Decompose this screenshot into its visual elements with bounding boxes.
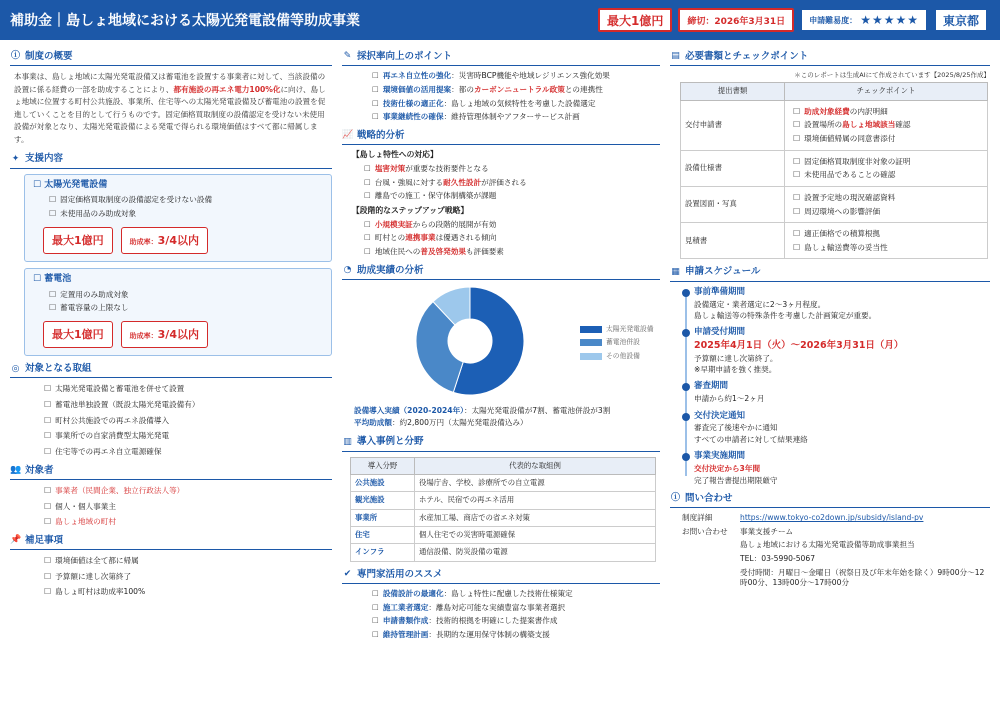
experts-item-key: 維持管理計画 [382,629,429,639]
strategy-section [342,129,660,258]
cases-title: 導入事例と分野 [357,436,424,448]
contact-line: 受付時間：月曜日～金曜日（祝祭日及び年末年始を除く）9時00分～12時00分、13時00分～17時00分 [740,567,985,588]
results-note-2-key: 平均助成額 [354,418,392,428]
schedule-item-detail: 申請から約1〜2ヶ月 [694,394,765,404]
points-item-value-2: との連携性 [564,84,603,94]
contact-section [670,492,990,592]
rate-label: 助成率： [129,237,158,246]
notes-title: 補足事項 [25,534,64,546]
contact-detail-row [682,513,990,524]
handshake-icon: ✦ [11,153,20,164]
targets-item: ☐ 太陽光発電設備と蓄電池を併せて設置 [44,383,332,395]
schedule-item-detail: ※早期申請を強く推奨。 [694,364,777,374]
doc-check-text: 未使用品であることの確認 [804,170,896,180]
header-bar [0,0,1000,40]
case-example: 通信設備、防災設備の電源 [415,544,656,561]
results-note-2-value: ：約2,800万円（太陽光発電設備込み） [391,418,528,428]
strategy-heading-2: 【段階的なステップアップ戦略】 [352,205,469,215]
cases-table [350,457,656,562]
doc-check-highlight: 島しょ地域該当 [842,120,896,130]
case-field: 公共施設 [351,474,415,491]
case-example: 役場庁舎、学校、診療所での自立電源 [415,474,656,491]
strategy-item-pre: 町村との [374,233,406,243]
applicants-title: 対象者 [25,464,54,476]
doc-checks [785,223,988,259]
strategy-item [364,164,660,175]
contact-inquiry-row [682,527,990,592]
strategy-item [364,191,660,202]
docs-col-doc: 提出書類 [681,83,785,100]
max-amount-pill: 最大1億円 [43,321,113,348]
strategy-item-highlight: 塩害対策 [374,164,406,173]
strategy-title: 戦略的分析 [357,129,405,141]
schedule-item-detail: 予算額に達し次第終了。 [694,353,778,363]
schedule-item-detail: 審査完了後速やかに通知 [694,423,778,433]
support-box [24,174,332,262]
schedule-item [694,411,990,446]
targets-title: 対象となる取組 [25,363,92,375]
experts-item-value: ：長期的な運用保守体制の構築支援 [428,629,550,639]
targets-item: ☐ 住宅等での再エネ自立電源確保 [44,446,332,458]
case-example: 個人住宅での災害時電源確保 [415,526,656,543]
strategy-heading-1: 【島しょ特性への対応】 [352,150,438,160]
legend-swatch [580,353,602,360]
overview-section [10,50,332,146]
pie-chart-icon: ◔ [343,265,352,275]
points-section [342,50,660,123]
table-row [681,150,988,186]
users-icon: 👥 [10,464,22,475]
rate-pill [121,227,208,254]
overview-text [10,71,332,146]
points-item-key: 再エネ自立性の強化 [382,71,452,81]
support-section [10,152,332,356]
points-item-highlight: カーボンニュートラル政策 [473,84,565,94]
schedule-item [694,381,990,404]
doc-check-item [793,106,983,118]
doc-checks [785,186,988,222]
support-item: ☐ 蓄電容量の上限なし [49,302,323,314]
info-icon: ⓘ [670,493,680,504]
legend-item [580,338,654,348]
schedule-item-title: 審査期間 [694,381,729,392]
rate-pill [121,321,208,348]
doc-check-text: 環境価値帰属の同意書添付 [804,134,896,143]
notes-section [10,534,332,598]
difficulty-stars: ★★★★★ [860,13,919,27]
rate-value: 3/4以内 [157,233,199,247]
strategy-item-highlight: 連携事業 [405,233,436,243]
expert-icon: ✔ [343,569,352,580]
doc-check-highlight: 助成対象経費 [804,106,850,116]
support-item: ☐ 定置用のみ助成対象 [49,289,323,301]
legend-item [580,352,654,362]
doc-check-item [793,206,983,218]
results-note-2 [354,417,660,429]
schedule-title: 申請スケジュール [685,266,761,278]
clipboard-icon: ▤ [671,51,680,62]
targets-section [10,362,332,457]
doc-check-pre: 設置場所の [804,120,843,130]
support-box [24,268,332,356]
table-row [681,186,988,222]
case-example: 水産加工場、商店での省エネ対策 [415,509,656,526]
support-pills [43,321,323,348]
pin-icon: 📌 [10,535,22,546]
experts-item-value: ：技術的根拠を明確にした提案書作成 [428,616,558,626]
schedule-timeline [682,287,990,486]
strategy-item-pre: 台風・強風に対する [374,177,444,187]
doc-check-text: 適正価格での積算根拠 [804,229,881,239]
strategy-item-text: からの段階的展開が有効 [412,219,497,229]
results-note-1-value: ：太陽光発電設備が7割、蓄電池併設が3割 [463,405,611,415]
doc-check-item [793,192,983,204]
docs-title: 必要書類とチェックポイント [685,51,809,62]
right-column [670,44,990,595]
chart-line-icon: 📈 [342,130,354,141]
applicants-section [10,464,332,528]
difficulty-label: 申請難易度： [809,15,858,25]
generation-note: ＊このレポートは生成AIにて作成されています【2025/8/25作成】 [794,71,990,80]
doc-check-item [793,119,983,131]
doc-check-text: 島しょ輸送費等の妥当性 [804,242,888,252]
experts-item [372,603,660,614]
experts-title: 専門家活用のススメ [357,568,443,580]
doc-check-text: 確認 [895,120,911,130]
experts-item-value: ：島しょ特性に配慮した技術仕様策定 [443,588,573,598]
schedule-highlight: 交付決定から3年間 [694,464,761,474]
applicants-item: ☐ 島しょ地域の町村 [44,516,332,528]
strategy-item-text: 離島での施工・保守体制構築が課題 [374,191,497,201]
schedule-item-detail: 設備選定・業者選定に2〜3ヶ月程度。 [694,299,826,309]
donut-chart [342,285,572,401]
legend-swatch [580,326,602,333]
overview-highlight: 都有施設の再エネ電力100%化 [173,84,281,94]
results-chart [342,285,660,401]
case-field: 事業所 [351,509,415,526]
docs-col-check: チェックポイント [785,83,988,100]
schedule-item-detail: 完了報告書提出期限厳守 [694,475,778,485]
rate-value: 3/4以内 [157,327,199,341]
schedule-item-title: 事前準備期間 [694,286,746,297]
contact-line: TEL：03-5990-5067 [740,554,816,564]
experts-section [342,568,660,641]
support-box-title: ☐ 太陽光発電設備 [33,179,108,190]
points-item-value: ：島しょ地域の気候特性を考慮した設備選定 [443,98,596,108]
results-note-1 [354,405,660,417]
experts-item-key: 設備設計の最適化 [382,588,444,598]
docs-table [680,82,988,259]
schedule-item-title: 事業実施期間 [694,451,746,462]
overview-title: 制度の概要 [25,51,73,62]
legend-label: 蓄電池併設 [606,338,640,347]
targets-item: ☐ 事業所での自家消費型太陽光発電 [44,430,332,442]
deadline-badge: 締切：2026年3月31日 [678,8,794,32]
region-badge: 東京都 [934,8,988,32]
schedule-item [694,451,990,486]
doc-check-item [793,169,983,181]
notes-item: ☐ 環境価値は全て都に帰属 [44,555,332,567]
overview-text-b: に向け、島しょ地域に位置する町村公共施設、事業所、住宅等への太陽光発電設備及び蓄電池の設置を促進していくことを目的として行うものです。固定価格買取制度の設備認定を受けない未使用設備が対象となり、太陽光発電設備による発電で得られる環境価値はすべて都に帰属します。 [14,84,326,144]
experts-item [372,589,660,600]
strategy-item-highlight: 小規模実証 [374,219,413,229]
doc-check-text: 周辺環境への影響評価 [804,206,881,216]
contact-line: 事業支援チーム [740,526,794,536]
case-field: インフラ [351,544,415,561]
experts-item [372,616,660,627]
strategy-item-text: は優遇される傾向 [435,233,497,243]
points-item-key: 技術仕様の適正化 [382,98,444,108]
strategy-item [364,178,660,189]
doc-check-text: の内訳明細 [849,106,888,116]
applicants-item: ☐ 個人・個人事業主 [44,501,332,513]
notes-item: ☐ 予算額に達し次第終了 [44,571,332,583]
max-amount-badge: 最大1億円 [598,8,672,32]
schedule-item-title: 申請受付期間 [694,327,746,338]
chart-legend [580,321,654,366]
contact-line: 島しょ地域における太陽光発電設備等助成事業担当 [740,540,915,550]
contact-detail-key: 制度詳細 [682,513,713,523]
schedule-item [694,327,990,375]
points-title: 採択率向上のポイント [357,51,453,62]
lightbulb-icon: ✎ [343,51,352,62]
strategy-item-pre: 地域住民への [374,247,421,257]
table-row [681,223,988,259]
legend-swatch [580,339,602,346]
points-item-value: ：維持管理体制やアフターサービス計画 [443,112,580,122]
strategy-item-text: が評価される [481,177,527,187]
doc-check-item [793,133,983,145]
legend-item [580,325,654,335]
applicants-item: ☐ 事業者（民間企業、独立行政法人等） [44,485,332,497]
points-item [372,85,660,96]
table-row [351,474,656,491]
targets-item: ☐ 蓄電池単独設置（既設太陽光発電設備有） [44,399,332,411]
experts-item-key: 施工業者選定 [382,602,429,612]
contact-inquiry-key: お問い合わせ [682,526,728,536]
doc-check-text: 固定価格買取制度非対象の証明 [804,156,911,166]
middle-column [342,44,660,643]
rate-label: 助成率： [129,331,158,340]
experts-item [372,630,660,641]
contact-title: 問い合わせ [685,492,733,504]
calendar-icon: ▦ [671,266,680,277]
table-row [681,100,988,150]
targets-item: ☐ 町村公共施設での再エネ設備導入 [44,415,332,427]
strategy-item-highlight: 耐久性設計 [443,177,482,187]
difficulty-badge [800,8,928,32]
points-item [372,99,660,110]
schedule-item-title: 交付決定通知 [694,410,746,421]
doc-check-item [793,228,983,240]
experts-item-key: 申請書類作成 [382,616,429,626]
case-field: 住宅 [351,526,415,543]
results-title: 助成実績の分析 [357,264,424,276]
support-pills [43,227,323,254]
schedule-item-detail: 島しょ輸送等の特殊条件を考慮した計画策定が重要。 [694,310,877,320]
points-item [372,112,660,123]
case-example: ホテル、民宿での再エネ活用 [415,492,656,509]
table-row [351,526,656,543]
strategy-item-text: が重要な技術要件となる [405,164,489,173]
cases-col-example: 代表的な取組例 [415,457,656,474]
doc-check-text: 設置予定地の現況確認資料 [804,192,896,202]
results-section [342,264,660,430]
table-row [351,544,656,561]
legend-label: その他設備 [606,351,640,360]
case-field: 観光施設 [351,492,415,509]
strategy-item [364,220,660,231]
page-title: 補助金｜島しょ地域における太陽光発電設備等助成事業 [10,13,360,29]
points-item-value: ：災害時BCP機能や地域レジリエンス強化効果 [451,71,610,81]
chart-bar-icon: ▥ [343,436,352,447]
schedule-section [670,265,990,486]
contact-url-link[interactable]: https://www.tokyo-co2down.jp/subsidy/island-pv [740,513,924,523]
docs-section [670,50,990,259]
points-item-key: 事業継続性の確保 [382,112,444,122]
doc-checks [785,150,988,186]
results-note-1-key: 設備導入実績（2020-2024年） [354,405,464,415]
experts-item-value: ：離島対応可能な実績豊富な事業者選択 [428,602,566,612]
cases-section [342,435,660,561]
schedule-item-detail: すべての申請者に対して結果連絡 [694,434,808,444]
doc-name: 設置図面・写真 [681,186,785,222]
strategy-item [364,247,660,258]
left-column [10,44,332,600]
table-row [351,492,656,509]
overview-text-a: 本事業は、島しょ地域に太陽光発電設備又は蓄電池を設置する事業者に対して、当該設備の設置に係る経費の一部を助成することにより、 [14,72,326,94]
max-amount-pill: 最大1億円 [43,227,113,254]
doc-checks [785,100,988,150]
strategy-item-highlight: 普及啓発効果 [420,247,466,257]
schedule-period: 2025年4月1日（火）〜2026年3月31日（月） [694,340,904,352]
doc-name: 見積書 [681,223,785,259]
points-item [372,71,660,82]
support-box-title: ☐ 蓄電池 [33,273,72,284]
support-title: 支援内容 [25,153,64,165]
strategy-item [364,233,660,244]
info-icon: ⓘ [10,51,20,62]
doc-check-item [793,156,983,168]
table-row [351,509,656,526]
doc-name: 交付申請書 [681,100,785,150]
strategy-item-text: も評価要素 [465,247,504,257]
points-item-key: 環境価値の活用提案 [382,84,452,94]
notes-item: ☐ 島しょ町村は助成率100% [44,586,332,598]
schedule-item [694,287,990,322]
doc-check-item [793,242,983,254]
target-icon: ◎ [11,363,20,374]
support-item: ☐ 未使用品のみ助成対象 [49,208,323,220]
legend-label: 太陽光発電設備 [606,324,654,333]
doc-name: 設備仕様書 [681,150,785,186]
points-item-value: ：都の [451,84,474,94]
support-item: ☐ 固定価格買取制度の設備認定を受けない設備 [49,194,323,206]
cases-col-field: 導入分野 [351,457,415,474]
